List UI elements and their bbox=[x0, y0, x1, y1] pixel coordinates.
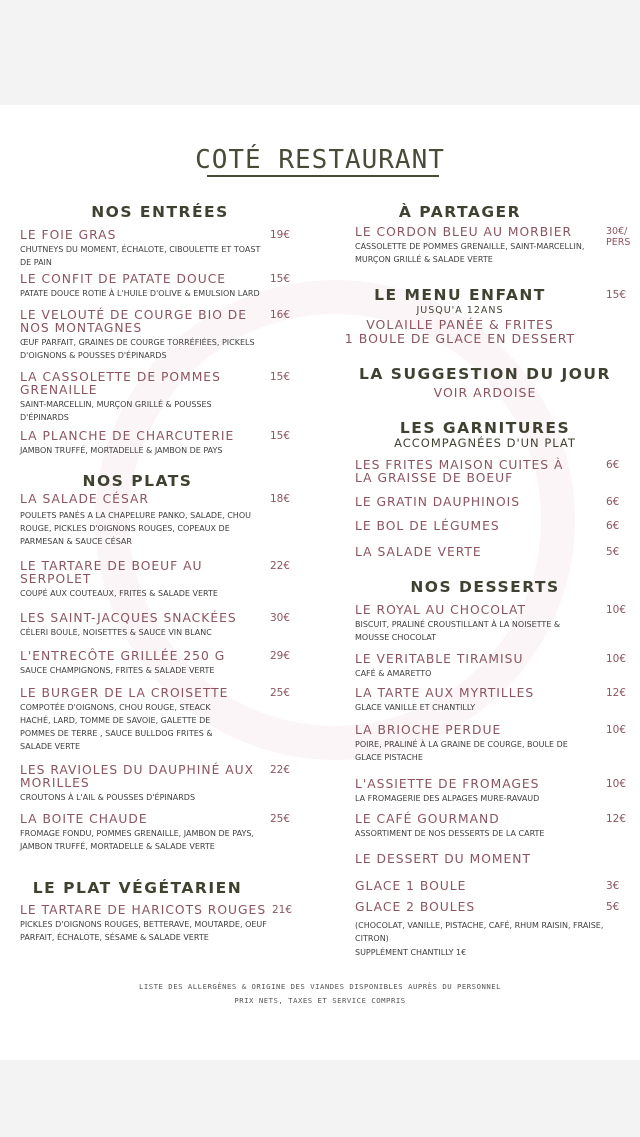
item-description: POIRE, PRALINÉ À LA GRAINE DE COURGE, BOULE DE GLACE PISTACHE bbox=[355, 740, 568, 762]
page-title: COTÉ RESTAURANT bbox=[195, 145, 445, 175]
item-price: 19€ bbox=[270, 229, 291, 241]
item-price: 12€ bbox=[606, 813, 627, 825]
menu-item bbox=[355, 901, 620, 959]
item-price: 25€ bbox=[270, 813, 291, 825]
menu-item bbox=[355, 520, 575, 533]
item-price: 10€ bbox=[606, 653, 627, 665]
item-description: SAUCE CHAMPIGNONS, FRITES & SALADE VERTE bbox=[20, 666, 215, 675]
menu-item bbox=[20, 904, 270, 944]
item-description: PICKLES D'OIGNONS ROUGES, BETTERAVE, MOUTARDE, OEUF PARFAIT, ÉCHALOTE, SÉSAME & SALADE VERTE bbox=[20, 920, 267, 942]
item-name: LE GRATIN DAUPHINOIS bbox=[355, 495, 521, 509]
item-name: LE VERITABLE TIRAMISU bbox=[355, 652, 524, 666]
item-name: L'ASSIETTE DE FROMAGES bbox=[355, 777, 540, 791]
item-name: LA BOITE CHAUDE bbox=[20, 812, 148, 826]
item-description: CHUTNEYS DU MOMENT, ÉCHALOTE, CIBOULETTE ET TOAST DE PAIN bbox=[20, 245, 261, 267]
item-name: LE BURGER DE LA CROISETTE bbox=[20, 686, 229, 700]
item-price: 6€ bbox=[606, 520, 620, 532]
item-price: 3€ bbox=[606, 880, 620, 892]
footer-prices: PRIX NETS, TAXES ET SERVICE COMPRIS bbox=[234, 996, 406, 1005]
menu-item bbox=[20, 813, 260, 853]
item-price: 22€ bbox=[270, 764, 291, 776]
section-heading-suggestion: LA SUGGESTION DU JOUR bbox=[359, 365, 611, 383]
item-price: 12€ bbox=[606, 687, 627, 699]
menu-item bbox=[20, 430, 270, 457]
item-name: LA PLANCHE DE CHARCUTERIE bbox=[20, 429, 235, 443]
menu-item bbox=[20, 560, 230, 600]
menu-item bbox=[355, 496, 575, 509]
item-price: 30€ bbox=[270, 612, 291, 624]
item-price: 6€ bbox=[606, 459, 620, 471]
menu-item bbox=[355, 604, 595, 644]
item-name: LA BRIOCHE PERDUE bbox=[355, 723, 502, 737]
item-price: 25€ bbox=[270, 687, 291, 699]
menu-item bbox=[355, 880, 595, 893]
item-description: ŒUF PARFAIT, GRAINES DE COURGE TORRÉFIÉES, PICKELS D'OIGNONS & POUSSES D'ÉPINARDS bbox=[20, 338, 255, 360]
menu-item bbox=[20, 687, 240, 753]
item-description: BISCUIT, PRALINÉ CROUSTILLANT À LA NOISETTE & MOUSSE CHOCOLAT bbox=[355, 620, 561, 642]
item-description: CASSOLETTE DE POMMES GRENAILLE, SAINT-MARCELLIN, MURÇON GRILLÉ & SALADE VERTE bbox=[355, 242, 585, 264]
menu-item bbox=[355, 687, 595, 714]
menu-item bbox=[20, 229, 270, 269]
item-name: LE CORDON BLEU AU MORBIER bbox=[355, 225, 573, 239]
menu-item bbox=[20, 650, 270, 677]
item-description: GLACE VANILLE ET CHANTILLY bbox=[355, 703, 476, 712]
title-underline bbox=[207, 175, 439, 177]
garnitures-subtitle: ACCOMPAGNÉES D'UN PLAT bbox=[394, 436, 576, 450]
menu-item bbox=[355, 546, 575, 559]
menu-item bbox=[20, 309, 265, 362]
section-heading-desserts: NOS DESSERTS bbox=[410, 578, 560, 596]
item-description: CROUTONS À L'AIL & POUSSES D'ÉPINARDS bbox=[20, 793, 196, 802]
item-name: LE BOL DE LÉGUMES bbox=[355, 519, 500, 533]
item-name: LA TARTE AUX MYRTILLES bbox=[355, 686, 535, 700]
item-name: L'ENTRECÔTE GRILLÉE 250 G bbox=[20, 649, 226, 663]
item-description: CAFÉ & AMARETTO bbox=[355, 669, 432, 678]
item-price: 15€ bbox=[270, 273, 291, 285]
item-name: GLACE 1 BOULE bbox=[355, 879, 467, 893]
menu-enfant-age: JUSQU'A 12ANS bbox=[416, 305, 504, 316]
menu-item bbox=[355, 226, 595, 266]
item-name: LES FRITES MAISON CUITES À LA GRAISSE DE BOEUF bbox=[355, 458, 564, 485]
section-heading-entrees: NOS ENTRÉES bbox=[91, 203, 229, 221]
item-price: 18€ bbox=[270, 493, 291, 505]
menu-item bbox=[20, 612, 270, 639]
item-name: LES SAINT-JACQUES SNACKÉES bbox=[20, 611, 237, 625]
section-heading-vegetarien: LE PLAT VÉGÉTARIEN bbox=[32, 879, 243, 897]
menu-item bbox=[20, 273, 270, 300]
menu-item bbox=[355, 459, 575, 485]
menu-item bbox=[355, 724, 595, 764]
item-description: SAINT-MARCELLIN, MURÇON GRILLÉ & POUSSES D'ÉPINARDS bbox=[20, 400, 212, 422]
section-heading-menu-enfant: LE MENU ENFANT bbox=[374, 286, 546, 304]
menu-item bbox=[20, 764, 265, 804]
item-price: 10€ bbox=[606, 778, 627, 790]
item-description: POULETS PANÉS A LA CHAPELURE PANKO, SALADE, CHOU ROUGE, PICKLES D'OIGNONS ROUGES, COPEAUX DE PARMESAN & SAUCE CÉSAR bbox=[20, 511, 251, 546]
menu-item bbox=[20, 371, 230, 424]
item-name: LE VELOUTÉ DE COURGE BIO DE NOS MONTAGNES bbox=[20, 308, 248, 335]
menu-enfant-price: 15€ bbox=[606, 289, 627, 301]
item-price: 15€ bbox=[270, 371, 291, 383]
section-heading-plats: NOS PLATS bbox=[82, 472, 193, 490]
item-name: LE ROYAL AU CHOCOLAT bbox=[355, 603, 527, 617]
item-price: 16€ bbox=[270, 309, 291, 321]
item-description: COMPOTÉE D'OIGNONS, CHOU ROUGE, STEACK HACHÉ, LARD, TOMME DE SAVOIE, GALETTE DE POMMES DE TERRE , SAUCE BULLDOG FRITES & SALADE VERTE bbox=[20, 703, 213, 751]
item-name: LE FOIE GRAS bbox=[20, 228, 117, 242]
item-description: LA FROMAGERIE DES ALPAGES MURE-RAVAUD bbox=[355, 794, 540, 803]
item-description: (CHOCOLAT, VANILLE, PISTACHE, CAFÉ, RHUM RAISIN, FRAISE, CITRON) bbox=[355, 921, 604, 943]
item-name: LE TARTARE DE HARICOTS ROUGES bbox=[20, 903, 267, 917]
menu-item bbox=[355, 813, 595, 840]
section-heading-partager: À PARTAGER bbox=[398, 203, 522, 221]
item-description: JAMBON TRUFFÉ, MORTADELLE & JAMBON DE PAYS bbox=[20, 446, 223, 455]
item-name: LE CAFÉ GOURMAND bbox=[355, 812, 500, 826]
item-price: 5€ bbox=[606, 901, 620, 913]
item-price: 6€ bbox=[606, 496, 620, 508]
menu-item bbox=[355, 853, 595, 866]
menu-item bbox=[20, 493, 265, 548]
item-price: 15€ bbox=[270, 430, 291, 442]
item-name: LE CONFIT DE PATATE DOUCE bbox=[20, 272, 227, 286]
item-name: GLACE 2 BOULES bbox=[355, 900, 476, 914]
menu-enfant-line1: VOLAILLE PANÉE & FRITES bbox=[366, 317, 554, 332]
footer-allergens: LISTE DES ALLERGÈNES & ORIGINE DES VIANDES DISPONIBLES AUPRÈS DU PERSONNEL bbox=[138, 982, 502, 991]
item-supplement: SUPPLÉMENT CHANTILLY 1€ bbox=[355, 948, 467, 957]
item-name: LA SALADE VERTE bbox=[355, 545, 482, 559]
item-description: ASSORTIMENT DE NOS DESSERTS DE LA CARTE bbox=[355, 829, 545, 838]
menu-item bbox=[355, 653, 595, 680]
item-price: 10€ bbox=[606, 604, 627, 616]
item-description: COUPÉ AUX COUTEAUX, FRITES & SALADE VERTE bbox=[20, 589, 218, 598]
item-name: LE TARTARE DE BOEUF AU SERPOLET bbox=[20, 559, 203, 586]
item-price: 5€ bbox=[606, 546, 620, 558]
item-price: 10€ bbox=[606, 724, 627, 736]
item-name: LES RAVIOLES DU DAUPHINÉ AUX MORILLES bbox=[20, 763, 255, 790]
item-name: LA CASSOLETTE DE POMMES GRENAILLE bbox=[20, 370, 221, 397]
menu-enfant-line2: 1 BOULE DE GLACE EN DESSERT bbox=[344, 331, 576, 346]
menu-sheet bbox=[0, 105, 640, 1060]
item-name: LE DESSERT DU MOMENT bbox=[355, 852, 531, 866]
item-price: 29€ bbox=[270, 650, 291, 662]
item-price: 30€/ PERS bbox=[606, 226, 631, 248]
item-description: PATATE DOUCE ROTIE À L'HUILE D'OLIVE & EMULSION LARD bbox=[20, 289, 260, 298]
item-price: 22€ bbox=[270, 560, 291, 572]
item-name: LA SALADE CÉSAR bbox=[20, 492, 149, 506]
item-description: FROMAGE FONDU, POMMES GRENAILLE, JAMBON DE PAYS, JAMBON TRUFFÉ, MORTADELLE & SALADE VERTE bbox=[20, 829, 254, 851]
suggestion-text: VOIR ARDOISE bbox=[433, 385, 537, 400]
item-description: CÉLERI BOULE, NOISETTES & SAUCE VIN BLANC bbox=[20, 628, 212, 637]
section-heading-garnitures: LES GARNITURES bbox=[399, 419, 571, 437]
item-price: 21€ bbox=[272, 904, 293, 916]
menu-item bbox=[355, 778, 595, 805]
